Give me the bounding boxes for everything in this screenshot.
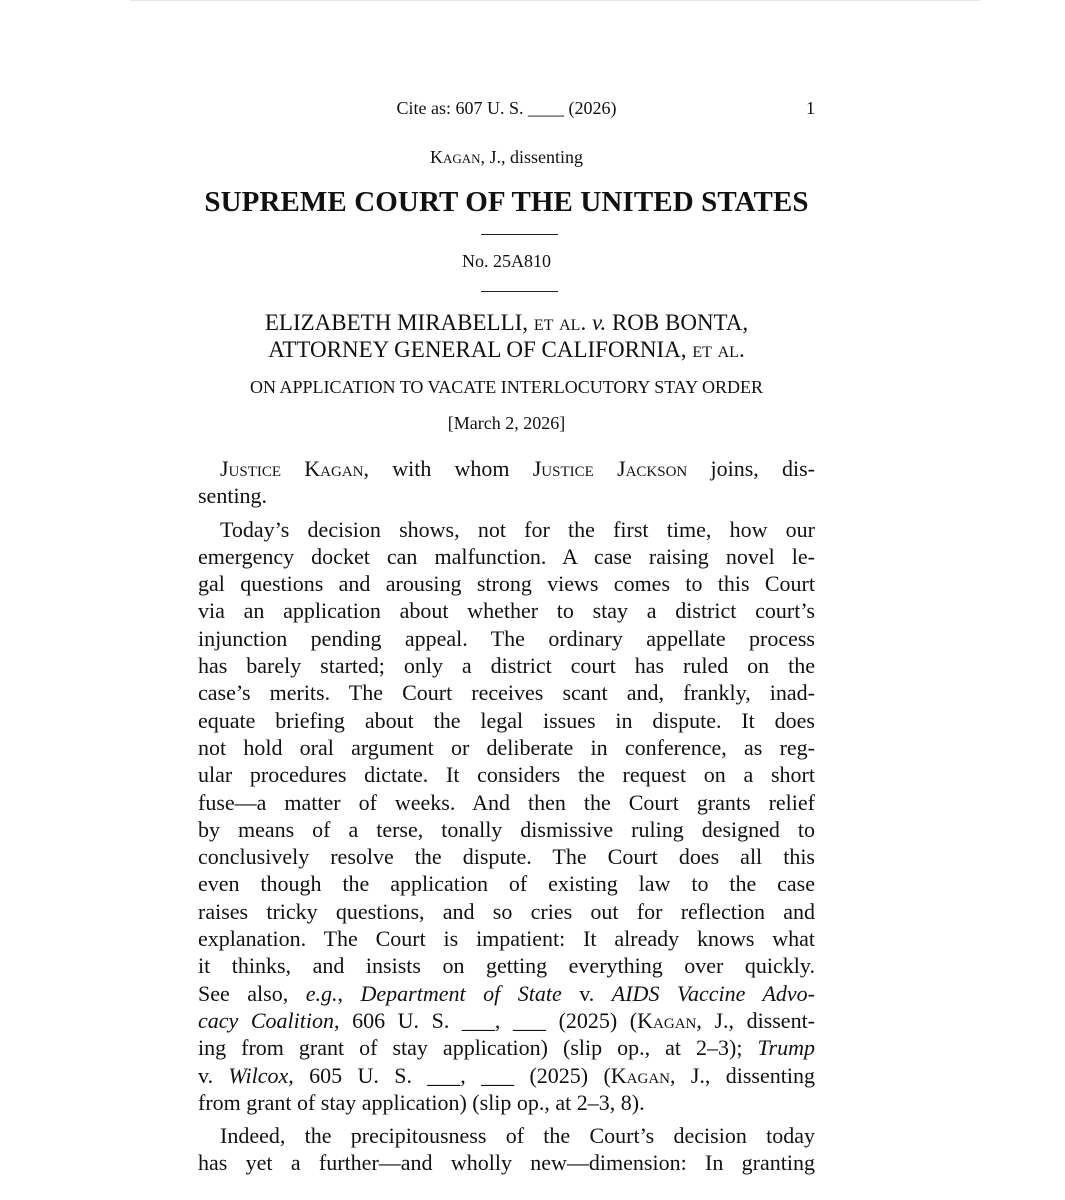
cite-text: v.: [198, 1062, 229, 1088]
case-name: Trump: [757, 1035, 815, 1061]
cite-eg: e.g.: [305, 980, 338, 1006]
para1-line: even though the application of existing law to the case: [198, 871, 815, 897]
citation-line-4: [198, 1062, 815, 1089]
justice-jackson: Justice Jackson: [532, 456, 688, 481]
caption-line-1: [198, 309, 815, 336]
para1-line: fuse—a matter of weeks. And then the Court grants relief: [198, 789, 815, 815]
cite-text: , J., dissent-: [696, 1007, 816, 1033]
citation-line-1: [198, 980, 815, 1007]
et-al: et al.: [692, 337, 745, 362]
cite-text: ing from grant of stay application) (slip op., at 2–3);: [198, 1035, 758, 1061]
opinion-body: [198, 455, 815, 1177]
intro-line-1: [198, 455, 815, 482]
divider-rule-top: [481, 234, 558, 235]
case-name: AIDS Vaccine Advo-: [611, 980, 815, 1006]
cite-text: , 605 U. S. ___, ___ (2025) (: [288, 1062, 611, 1088]
case-name: Wilcox: [228, 1062, 289, 1088]
author-role: , J., dissenting: [480, 147, 584, 167]
para1-line: via an application about whether to stay a district court’s: [198, 598, 815, 624]
court-title: SUPREME COURT OF THE UNITED STATES: [204, 186, 809, 218]
para1-line: injunction pending appeal. The ordinary appellate process: [198, 625, 815, 651]
case-caption: [198, 309, 815, 363]
petitioner: ELIZABETH MIRABELLI,: [264, 310, 529, 335]
para1-line: Today’s decision shows, not for the first time, how our: [220, 516, 815, 542]
para2-line: Indeed, the precipitousness of the Court’s decision today: [220, 1123, 815, 1149]
para1-line: it thinks, and insists on getting everything over quickly.: [198, 953, 815, 979]
respondent-title: ATTORNEY GENERAL OF CALIFORNIA,: [268, 337, 687, 362]
citation-line-2: [198, 1007, 815, 1034]
para1-line: case’s merits. The Court receives scant and, frankly, inad-: [198, 680, 815, 706]
justice-kagan: Justice Kagan: [220, 456, 364, 481]
para1-line: emergency docket can malfunction. A case raising novel le-: [198, 543, 815, 569]
justice-kagan: Kagan: [637, 1007, 697, 1033]
respondent: ROB BONTA,: [611, 310, 749, 335]
para1-line: not hold oral argument or deliberate in conference, as reg-: [198, 734, 815, 760]
citation-line: Cite as: 607 U. S. ____ (2026): [396, 98, 617, 118]
justice-kagan: Kagan: [610, 1062, 671, 1088]
case-name: Department of State: [360, 980, 562, 1006]
et-al: et al.: [533, 310, 587, 335]
cite-text: , 606 U. S. ___, ___ (2025) (: [334, 1007, 638, 1033]
paragraph-2: [198, 1122, 815, 1177]
intro-text: , with whom: [363, 456, 533, 481]
para2-line: has yet a further—and wholly new—dimension: In granting: [198, 1150, 815, 1176]
versus: v.: [591, 310, 607, 335]
para1-line: raises tricky questions, and so cries out for reflection and: [198, 898, 815, 924]
page-number: 1: [806, 98, 815, 118]
author-name: Kagan: [429, 147, 481, 167]
decision-date: [March 2, 2026]: [447, 413, 566, 433]
case-name: cacy Coalition: [198, 1007, 334, 1033]
cite-text: v.: [561, 980, 612, 1006]
para1-line: explanation. The Court is impatient: It already knows what: [198, 926, 815, 952]
citation-line-5: from grant of stay application) (slip op., at 2–3, 8).: [198, 1089, 645, 1115]
running-header: [198, 98, 815, 122]
divider-rule-bottom: [481, 291, 558, 292]
cite-text: ,: [337, 980, 361, 1006]
cite-text: , J., dissenting: [670, 1062, 815, 1088]
para1-line: ular procedures dictate. It considers the request on a short: [198, 762, 815, 788]
para1-line: has barely started; only a district court has ruled on the: [198, 653, 815, 679]
para1-line: by means of a terse, tonally dismissive ruling designed to: [198, 816, 815, 842]
intro-line-2: senting.: [198, 483, 268, 509]
paragraph-1: [198, 516, 815, 1117]
author-line: [198, 147, 815, 168]
intro-text: joins, dis-: [687, 456, 815, 481]
intro-paragraph: [198, 455, 815, 510]
page-top-edge: [130, 0, 980, 1]
para1-line: conclusively resolve the dispute. The Court does all this: [198, 844, 815, 870]
cite-text: See also,: [198, 980, 306, 1006]
docket-number: No. 25A810: [462, 251, 551, 271]
application-type: ON APPLICATION TO VACATE INTERLOCUTORY STAY ORDER: [250, 377, 763, 397]
citation-line-3: [198, 1034, 815, 1061]
para1-line: equate briefing about the legal issues in dispute. It does: [198, 707, 815, 733]
caption-line-2: [198, 336, 815, 363]
para1-line: gal questions and arousing strong views comes to this Court: [198, 571, 815, 597]
